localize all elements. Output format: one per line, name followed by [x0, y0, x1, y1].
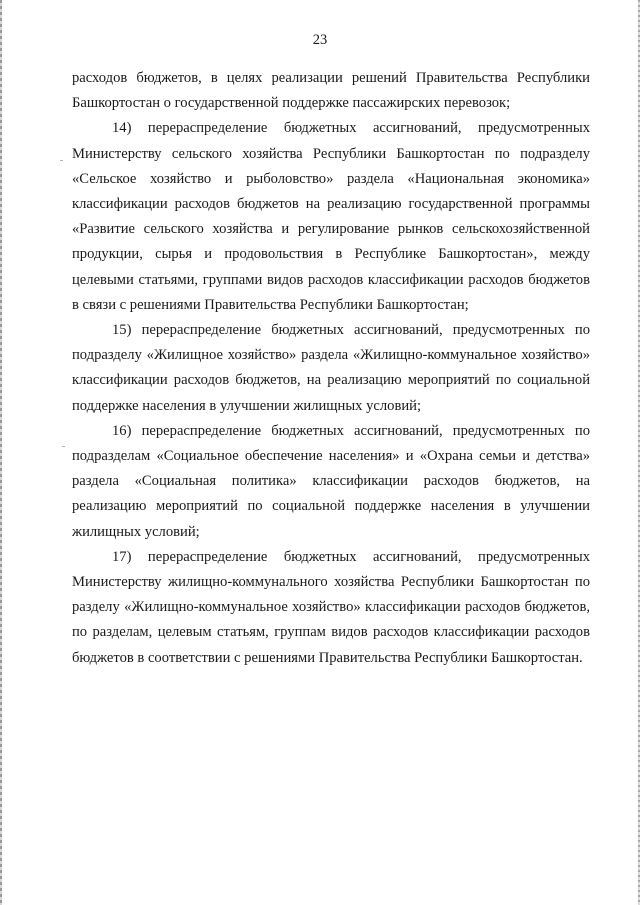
document-body [72, 66, 590, 671]
margin-speck [60, 160, 63, 161]
paragraph-item-14: 14) перераспределение бюджетных ассигнований, предусмотренных Министерству сельского хозяйства Республики Башкортостан по подразделу «Сельское хозяйство и рыболовство» раздела «Национальная экономика» классификации расходов бюджетов на реализацию государственной программы «Развитие сельского хозяйства и регулирование рынков сельскохозяйственной продукции, сырья и продовольствия в Республике Башкортостан», между целевыми статьями, группами видов расходов классификации расходов бюджетов в связи с решениями Правительства Республики Башкортостан; [72, 120, 590, 313]
margin-speck [62, 446, 65, 447]
scan-edge-left [0, 0, 2, 905]
paragraph-item-15: 15) перераспределение бюджетных ассигнований, предусмотренных по подразделу «Жилищное хозяйство» раздела «Жилищно-коммунальное хозяйство» классификации расходов бюджетов, на реализацию мероприятий по социальной поддержке населения в улучшении жилищных условий; [72, 322, 590, 414]
paragraph-item-16: 16) перераспределение бюджетных ассигнований, предусмотренных по подразделам «Социальное обеспечение населения» и «Охрана семьи и детства» раздела «Социальная политика» классификации расходов бюджетов, на реализацию мероприятий по социальной поддержке населения в улучшении жилищных условий; [72, 422, 590, 540]
paragraph-continuation: расходов бюджетов, в целях реализации решений Правительства Республики Башкортостан о государственной поддержке пассажирских перевозок; [72, 70, 590, 112]
page-number: 23 [312, 32, 328, 48]
paragraph-item-17: 17) перераспределение бюджетных ассигнований, предусмотренных Министерству жилищно-коммунального хозяйства Республики Башкортостан по разделу «Жилищно-коммунальное хозяйство» классификации расходов бюджетов, по разделам, целевым статьям, группам видов расходов классификации расходов бюджетов в соответствии с решениями Правительства Республики Башкортостан. [72, 548, 590, 666]
